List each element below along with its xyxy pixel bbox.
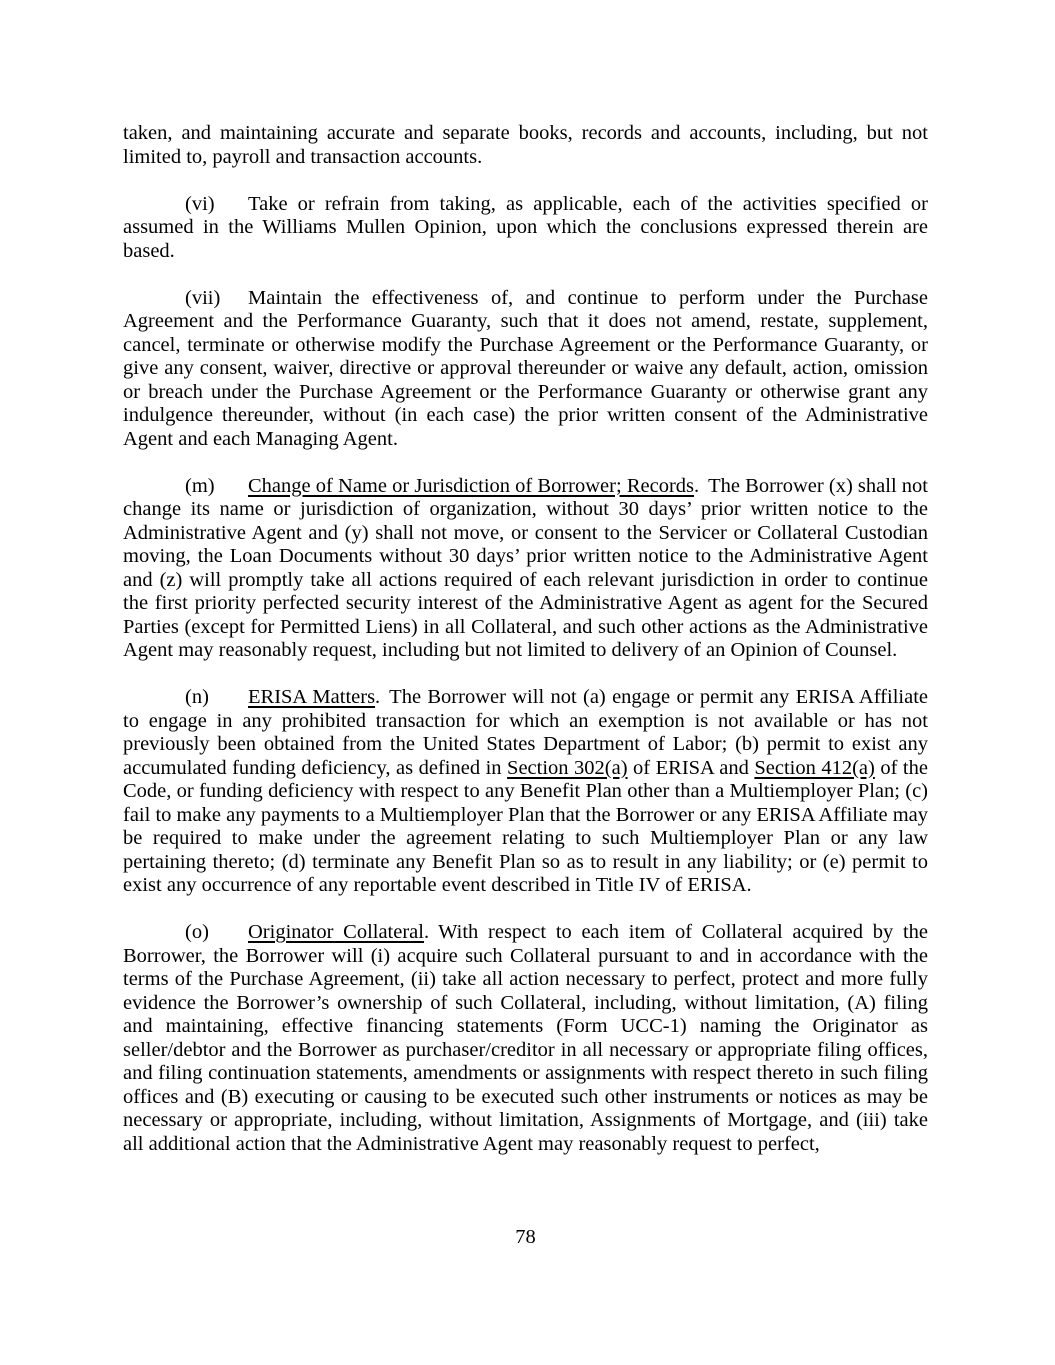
item-heading: Change of Name or Jurisdiction of Borrower; Records	[248, 474, 694, 497]
paragraph-continuation	[123, 122, 928, 169]
heading-period: .	[423, 921, 430, 943]
paragraph-text: taken, and maintaining accurate and separate books, records and accounts, including, but not limited to, payroll and transaction accounts.	[123, 122, 928, 168]
item-text: With respect to each item of Collateral acquired by the Borrower, the Borrower will (i) acquire such Collateral pursuant to and in accordance with the terms of the Purchase Agreement, (ii) take all action necessary to perfect, protect and more fully evidence the Borrower’s ownership of such Collateral, including, without limitation, (A) filing and maintaining, effective financing statements (Form UCC-1) naming the Originator as seller/debtor and the Borrower as purchaser/creditor in all necessary or appropriate filing offices, and filing continuation statements, amendments or assignments with respect thereto in such filing offices and (B) executing or causing to be executed such other instruments or notices as may be necessary or appropriate, including, without limitation, Assignments of Mortgage, and (iii) take all additional action that the Administrative Agent may reasonably request to perfect,	[123, 921, 928, 1155]
section-reference: Section 412(a)	[754, 756, 875, 779]
item-text: of the Code, or funding deficiency with respect to any Benefit Plan other than a Multiemployer Plan; (c) fail to make any payments to a Multiemployer Plan that the Borrower or any ERISA Affiliate may be required to make under the agreement relating to such Multiemployer Plan or any law pertaining thereto; (d) terminate any Benefit Plan so as to result in any liability; or (e) permit to exist any occurrence of any reportable event described in Title IV of ERISA.	[123, 756, 928, 896]
clause-label: (vi)	[185, 192, 215, 215]
item-label: (n)	[185, 686, 209, 708]
heading-period: .	[375, 686, 381, 708]
document-body	[123, 122, 928, 1180]
heading-period: .	[694, 474, 700, 497]
clause-text: Take or refrain from taking, as applicable, each of the activities specified or assumed in the Williams Mullen Opinion, upon which the conclusions expressed therein are based.	[123, 192, 928, 262]
section-reference: Section 302(a)	[507, 756, 628, 779]
paragraph-item-n	[123, 686, 928, 898]
page-footer	[123, 1226, 928, 1250]
item-text: The Borrower will not (a) engage or permit any ERISA Affiliate to engage in any prohibited transaction for which an exemption is not available or has not previously been obtained from the United States Department of Labor; (b) permit to exist any accumulated funding deficiency, as defined in	[123, 686, 928, 779]
paragraph-clause-vi	[123, 193, 928, 264]
paragraph-item-m	[123, 475, 928, 663]
clause-text: Maintain the effectiveness of, and continue to perform under the Purchase Agreement and the Performance Guaranty, such that it does not amend, restate, supplement, cancel, terminate or otherwise modify the Purchase Agreement or the Performance Guaranty, or give any consent, waiver, directive or approval thereunder or waive any default, action, omission or breach under the Purchase Agreement or the Performance Guaranty or otherwise grant any indulgence thereunder, without (in each case) the prior written consent of the Administrative Agent and each Managing Agent.	[123, 286, 928, 450]
item-heading: Originator Collateral	[248, 921, 424, 943]
item-text: of ERISA and	[627, 756, 755, 779]
item-text: The Borrower (x) shall not change its name or jurisdiction of organization, without 30 days’ prior written notice to the Administrative Agent and (y) shall not move, or consent to the Servicer or Collateral Custodian moving, the Loan Documents without 30 days’ prior written notice to the Administrative Agent and (z) will promptly take all actions required of each relevant jurisdiction in order to continue the first priority perfected security interest of the Administrative Agent as agent for the Secured Parties (except for Permitted Liens) in all Collateral, and such other actions as the Administrative Agent may reasonably request, including but not limited to delivery of an Opinion of Counsel.	[123, 474, 929, 661]
paragraph-clause-vii	[123, 287, 928, 452]
item-heading: ERISA Matters	[248, 686, 376, 708]
item-label: (m)	[185, 474, 215, 497]
paragraph-item-o	[123, 921, 928, 1156]
clause-label: (vii)	[185, 286, 221, 309]
item-label: (o)	[185, 921, 209, 943]
page-number: 78	[515, 1226, 536, 1248]
